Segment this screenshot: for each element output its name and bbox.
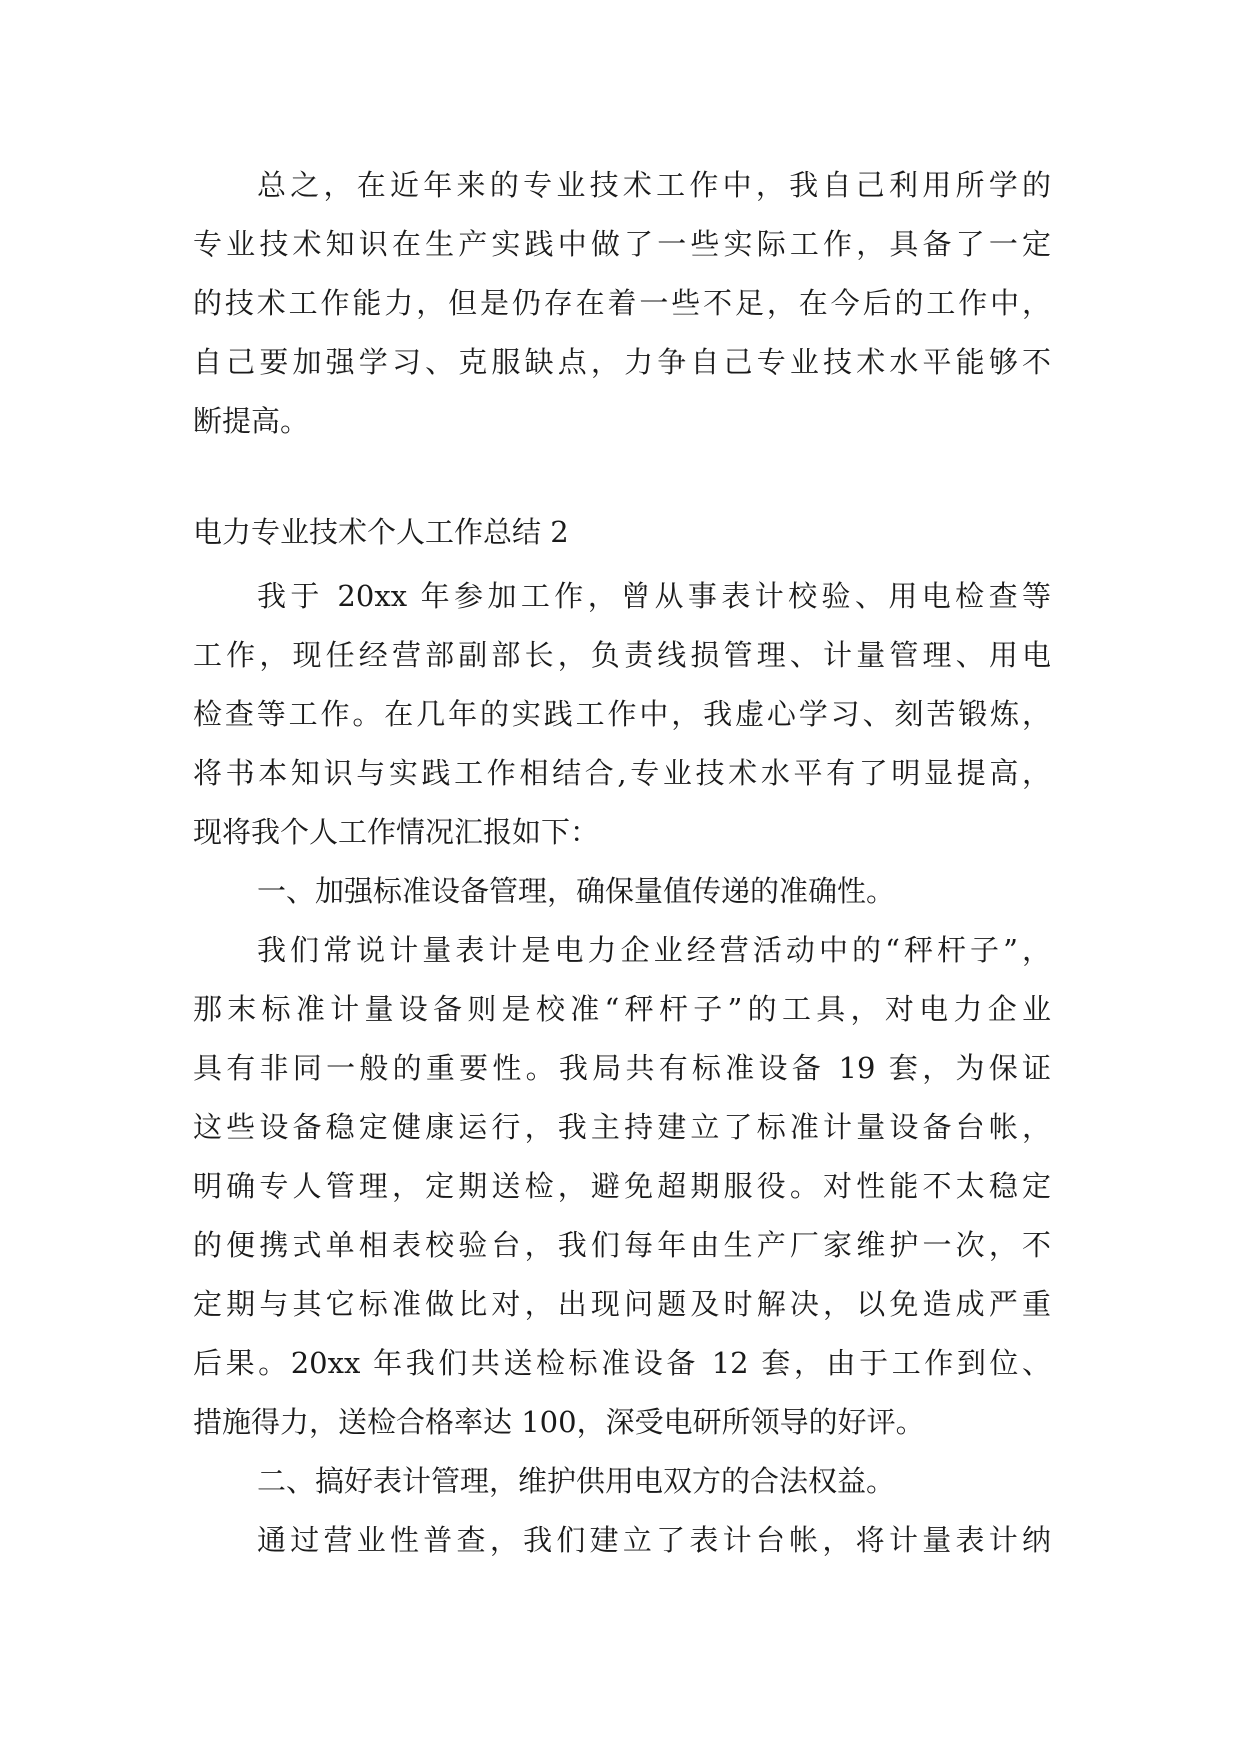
text-line: 明确专人管理，定期送检，避免超期服役。对性能不太稳定 <box>193 1169 1051 1203</box>
text-line: 我们常说计量表计是电力企业经营活动中的“秤杆子”， <box>257 933 1051 967</box>
heading-text: 电力专业技术个人工作总结 2 <box>193 515 569 549</box>
text-line: 通过营业性普查，我们建立了表计台帐，将计量表计纳 <box>257 1523 1051 1557</box>
text-line: 工作，现任经营部副部长，负责线损管理、计量管理、用电 <box>193 638 1051 672</box>
summary-paragraph <box>193 156 1051 451</box>
text-line: 那末标准计量设备则是校准“秤杆子”的工具，对电力企业 <box>193 992 1051 1026</box>
text-line: 我于 20xx 年参加工作，曾从事表计校验、用电检查等 <box>257 579 1051 613</box>
text-line: 的便携式单相表校验台，我们每年由生产厂家维护一次，不 <box>193 1228 1051 1262</box>
text-line: 的技术工作能力，但是仍存在着一些不足，在今后的工作中， <box>193 286 1051 320</box>
text-line: 检查等工作。在几年的实践工作中，我虚心学习、刻苦锻炼， <box>193 697 1051 731</box>
text-line: 后果。20xx 年我们共送检标准设备 12 套，由于工作到位、 <box>193 1346 1051 1380</box>
report-body <box>193 567 1051 1570</box>
text-line: 断提高。 <box>193 404 310 438</box>
text-line: 将书本知识与实践工作相结合,专业技术水平有了明显提高， <box>193 756 1051 790</box>
text-line: 总之，在近年来的专业技术工作中，我自己利用所学的 <box>257 168 1051 202</box>
text-line: 具有非同一般的重要性。我局共有标准设备 19 套，为保证 <box>193 1051 1051 1085</box>
text-line: 现将我个人工作情况汇报如下： <box>193 815 600 849</box>
text-line: 专业技术知识在生产实践中做了一些实际工作，具备了一定 <box>193 227 1051 261</box>
text-line: 这些设备稳定健康运行，我主持建立了标准计量设备台帐， <box>193 1110 1051 1144</box>
text-line: 自己要加强学习、克服缺点，力争自己专业技术水平能够不 <box>193 345 1051 379</box>
subheading-line: 二、搞好表计管理，维护供用电双方的合法权益。 <box>257 1464 896 1498</box>
section-heading <box>193 503 1051 562</box>
text-line: 措施得力，送检合格率达 100，深受电研所领导的好评。 <box>193 1405 925 1439</box>
text-line: 定期与其它标准做比对，出现问题及时解决，以免造成严重 <box>193 1287 1051 1321</box>
subheading-line: 一、加强标准设备管理，确保量值传递的准确性。 <box>257 874 896 908</box>
